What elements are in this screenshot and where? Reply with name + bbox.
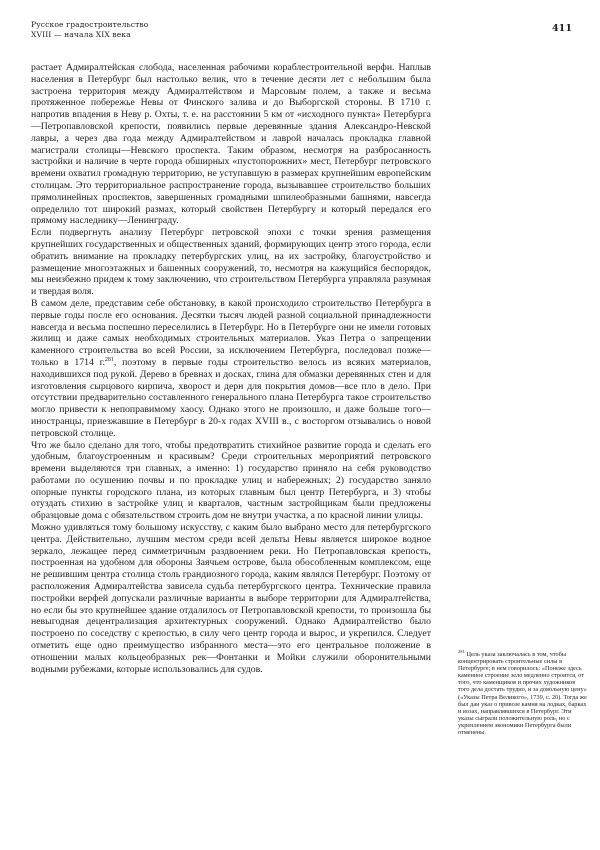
paragraph-text: В самом деле, представим себе обстановку, в какой происходило строительство Петербурга в первые годы после его основания. Десятки тысяч людей разной социальной принадлежности навсегда и весьма поспешно переселились в Петербург. Но в Петербурге они не имели готовых жилищ и даже самых необходимых строительных материалов. Указ Петра о запрещении каменного строительства во всей России, за исключением Петербурга, последовал позже—только в 1714 г. xyxy=(31,297,431,368)
paragraph-text: , поэтому в первые годы строительство велось из всяких материалов, находившихся под рукой. Дерево в бревнах и досках, глина для обмазки деревянных стен и для изготовления сырцового кирпича, хворост и дерн для покрытия домов—все пло в дело. При отсутствии предварительно составленного генерального плана Петербурга такое строительство могло привести к непоправимому хаосу. Однако этого не произошло, и даже больше того—иностранцы, приезжавшие в Петербург в 20-х годах XVIII в., с восторгом отзывались о новой петровской столице. xyxy=(31,356,432,439)
footnote-text: Цель указа заключалась в том, чтобы концентрировать строительные силы в Петербурге; в нем говорилось: «Понеже здесь каменное строение зело медленно строится, от того, что каменщиков и прочих художников того дела достать трудно, и за довольную цену» («Указы Петра Великого», 1739, с. 20). Тогда же был дан указ о привозе камня на лодках, барках и возах, направлявшихся в Петербург. Эти указы сыграли положительную роль, но с укреплением экономики Петербурга были отменены. xyxy=(458,651,587,737)
header-subtitle: XVIII — начала XIX века xyxy=(31,29,131,39)
page-number: 411 xyxy=(552,23,573,34)
paragraph: Можно удивляться тому большому искусству, с каким было выбрано место для петербургского центра. Действительно, лучшим местом среди всей дельты Невы является широкое водное зеркало, лежащее перед симметричным раздвоением реки. Но Петропавловская крепость, построенная на удобном для обороны Заячьем острове, была обособленным комплексом, еще не решившим центра столица столь грандиозного города, каким являлся Петербург. Поэтому от расположения Адмиралтейства зависела судьба петербургского центра. Технические правила постройки верфей допускали различные варианты в выборе территории для Адмиралтейства, но если бы это крупнейшее здание отдалилось от Петропавловской крепости, то произошла бы невыгодная децентрализация архитектурных сооружений. Однако Адмиралтейство было построено по соседству с крепостью, в силу чего центр города и вырос, и укрепился. Следует отметить еще одно преимущество избранного места—это его центральное положение в отношении малых кольцеобразных рек—Фонтанки и Мойки служили оборонительными водными рубежами, которые использовались для судов. xyxy=(31,522,431,675)
footnote-reference[interactable]: 281 xyxy=(104,356,114,363)
paragraph: Если подвергнуть анализу Петербург петровской эпохи с точки зрения размещения крупнейших государственных и общественных зданий, формирующих центр этого города, если обратить внимание на прокладку петербургских улиц, на их застройку, благоустройство и размещение многоэтажных и башенных сооружений, то, несмотря на кажущийся беспорядок, мы неизбежно придем к тому заключению, что строительством Петербурга управляла разумная и твердая воля. xyxy=(31,227,431,298)
header-title: Русское градостроительство xyxy=(31,20,149,29)
paragraph: Что же было сделано для того, чтобы предотвратить стихийное развитие города и сделать его удобным, благоустроенным и красивым? Среди строительных мероприятий петровского времени выделяются три главных, а именно: 1) государство приняло на себя руководство работами по осушению почвы и по прокладке улиц и набережных; 2) государство заняло опорные пункты городского плана, из которых главным был центр Петербурга, и 3) чтобы отуздать стихию в застройке улиц и кварталов, частным застройщикам были предложены образцовые дома с обязательством строить дом не внутри участка, а по красной линии улицы. xyxy=(31,439,431,522)
running-header xyxy=(31,20,148,39)
paragraph xyxy=(31,298,431,440)
footnote xyxy=(458,648,588,737)
footnote-number: 281 xyxy=(458,648,465,654)
main-text xyxy=(31,62,431,675)
paragraph: растает Адмиралтейская слобода, населенная рабочими кораблестроительной верфи. Наплыв населения в Петербург был настолько велик, что в течение десяти лет с небольшим была застроена территория между Адмиралтейством и Марсовым полем, а также и весьма протяженное побережье Невы от Финского залива и до Выборгской стороны. В 1710 г. напротив впадения в Неву р. Охты, т. е. на расстоянии 5 км от «исходного пункта» Петербурга—Петропавловской крепости, появились первые деревянные здания Александро-Невской лавры, а через два года между Адмиралтейством и лаврой началась прокладка главной магистрали столицы—Невского проспекта. Таким образом, несмотря на разбросанность застройки и наличие в черте города обширных «пустопорожних» мест, Петербург петровского времени охватил громадную территорию, не уступавшую в размерах крупнейшим европейским столицам. Это территориальное распространение города, вызывавшее строительство больших прямолинейных проспектов, завершенных громадными шпилеобразными башнями, навсегда определило тот широкий размах, который свойствен Петербургу и который передался его прямому наследнику—Ленинграду. xyxy=(31,62,431,227)
